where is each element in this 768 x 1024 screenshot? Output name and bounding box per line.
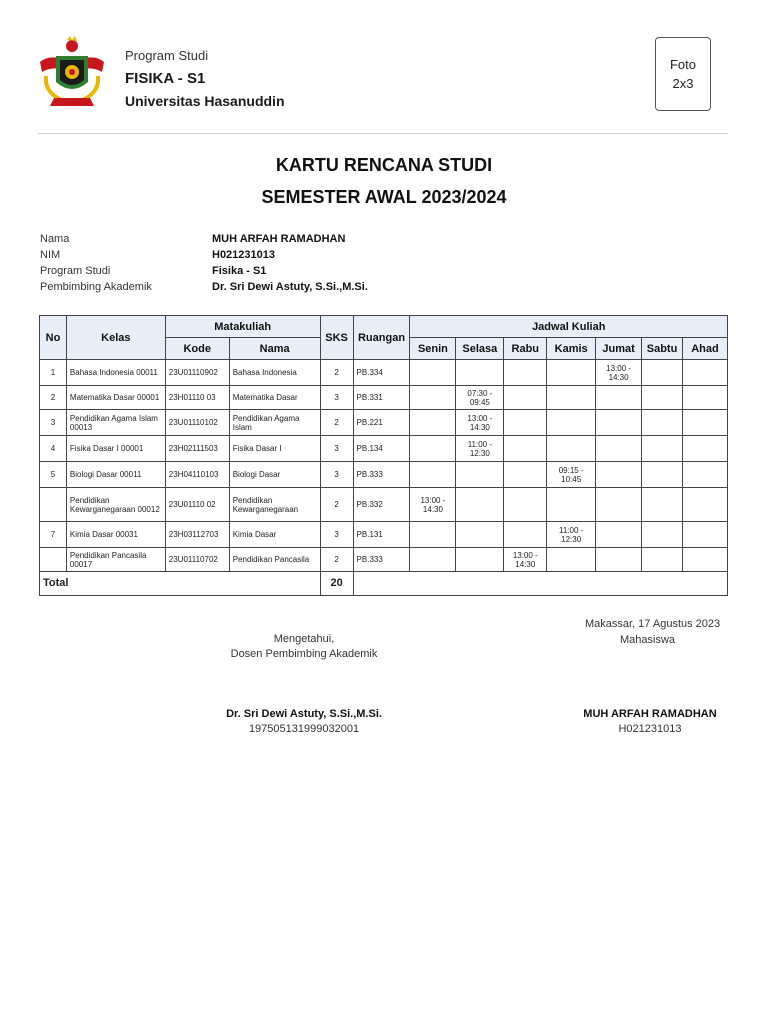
table-row (40, 360, 728, 386)
document-subtitle: SEMESTER AWAL 2023/2024 (261, 187, 507, 207)
cell-sks: 2 (320, 410, 353, 436)
cell-jadwal-rabu (504, 386, 547, 410)
cell-jadwal-jumat (596, 522, 642, 548)
cell-sks: 3 (320, 436, 353, 462)
total-empty (353, 572, 727, 596)
header-kelas: Kelas (66, 316, 165, 360)
cell-nama: Bahasa Indonesia (229, 360, 320, 386)
cell-kode: 23H04110103 (165, 462, 229, 488)
header-day-ahad: Ahad (682, 338, 727, 360)
mengetahui-label: Mengetahui, (273, 633, 335, 645)
cell-jadwal-sabtu (642, 436, 683, 462)
cell-jadwal-senin (410, 360, 456, 386)
cell-kode: 23H02111503 (165, 436, 229, 462)
cell-jadwal-kamis: 11:00 - 12:30 (547, 522, 596, 548)
cell-jadwal-jumat (596, 462, 642, 488)
table-body (40, 360, 728, 572)
photo-label: Foto (669, 57, 696, 72)
cell-sks: 2 (320, 548, 353, 572)
cell-kelas: Fisika Dasar I 00001 (66, 436, 165, 462)
dosen-name: Dr. Sri Dewi Astuty, S.Si.,M.Si. (226, 708, 382, 720)
nim-label: NIM (40, 249, 61, 261)
cell-jadwal-jumat (596, 410, 642, 436)
cell-kelas: Kimia Dasar 00031 (66, 522, 165, 548)
info-row-prodi (40, 263, 368, 279)
cell-nama: Fisika Dasar I (229, 436, 320, 462)
cell-ruangan: PB.331 (353, 386, 410, 410)
cell-jadwal-sabtu (642, 360, 683, 386)
dosen-role: Dosen Pembimbing Akademik (230, 648, 378, 660)
total-label: Total (40, 572, 321, 596)
cell-jadwal-ahad (682, 436, 727, 462)
cell-ruangan: PB.334 (353, 360, 410, 386)
cell-jadwal-selasa: 11:00 - 12:30 (456, 436, 504, 462)
header-day-senin: Senin (410, 338, 456, 360)
cell-ruangan: PB.221 (353, 410, 410, 436)
table-row (40, 522, 728, 548)
page-header (0, 0, 768, 135)
cell-nama: Matematika Dasar (229, 386, 320, 410)
table-row (40, 488, 728, 522)
cell-jadwal-selasa: 07:30 - 09:45 (456, 386, 504, 410)
cell-no: 4 (40, 436, 67, 462)
cell-sks: 3 (320, 462, 353, 488)
cell-jadwal-senin (410, 548, 456, 572)
cell-kode: 23U01110902 (165, 360, 229, 386)
total-row (40, 572, 728, 596)
cell-jadwal-sabtu (642, 488, 683, 522)
cell-ruangan: PB.134 (353, 436, 410, 462)
cell-jadwal-rabu (504, 488, 547, 522)
cell-jadwal-sabtu (642, 462, 683, 488)
cell-ruangan: PB.332 (353, 488, 410, 522)
cell-kode: 23U01110702 (165, 548, 229, 572)
cell-jadwal-kamis (547, 436, 596, 462)
cell-jadwal-ahad (682, 548, 727, 572)
header-day-jumat: Jumat (596, 338, 642, 360)
table-row (40, 548, 728, 572)
table-row (40, 436, 728, 462)
header-kode: Kode (165, 338, 229, 360)
cell-kelas: Bahasa Indonesia 00011 (66, 360, 165, 386)
cell-kelas: Matematika Dasar 00001 (66, 386, 165, 410)
cell-jadwal-senin (410, 410, 456, 436)
cell-jadwal-senin (410, 462, 456, 488)
info-row-nama (40, 231, 368, 247)
header-day-sabtu: Sabtu (642, 338, 683, 360)
prodi-value: Fisika - S1 (212, 265, 267, 277)
cell-kelas: Pendidikan Agama Islam 00013 (66, 410, 165, 436)
cell-sks: 3 (320, 386, 353, 410)
cell-nama: Kimia Dasar (229, 522, 320, 548)
header-nama: Nama (229, 338, 320, 360)
header-no: No (40, 316, 67, 360)
cell-jadwal-jumat (596, 436, 642, 462)
cell-no (40, 548, 67, 572)
info-row-nim (40, 247, 368, 263)
cell-ruangan: PB.131 (353, 522, 410, 548)
dosen-nip: 197505131999032001 (248, 723, 360, 735)
cell-jadwal-sabtu (642, 386, 683, 410)
cell-jadwal-selasa (456, 488, 504, 522)
cell-nama: Biologi Dasar (229, 462, 320, 488)
cell-jadwal-sabtu (642, 522, 683, 548)
cell-jadwal-selasa (456, 462, 504, 488)
cell-kelas: Pendidikan Pancasila 00017 (66, 548, 165, 572)
cell-jadwal-ahad (682, 462, 727, 488)
cell-nama: Pendidikan Kewarganegaraan (229, 488, 320, 522)
university-name: Universitas Hasanuddin (125, 93, 285, 109)
cell-no: 2 (40, 386, 67, 410)
cell-jadwal-ahad (682, 386, 727, 410)
cell-jadwal-kamis: 09:15 - 10:45 (547, 462, 596, 488)
prodi-label: Program Studi (125, 48, 209, 63)
cell-no: 1 (40, 360, 67, 386)
student-info (40, 231, 368, 295)
cell-jadwal-kamis (547, 360, 596, 386)
cell-jadwal-jumat (596, 548, 642, 572)
cell-jadwal-kamis (547, 488, 596, 522)
cell-sks: 3 (320, 522, 353, 548)
header-ruangan: Ruangan (353, 316, 410, 360)
cell-sks: 2 (320, 488, 353, 522)
cell-ruangan: PB.333 (353, 462, 410, 488)
header-day-kamis: Kamis (547, 338, 596, 360)
cell-jadwal-sabtu (642, 548, 683, 572)
cell-jadwal-sabtu (642, 410, 683, 436)
nama-value: MUH ARFAH RAMADHAN (212, 233, 346, 245)
cell-jadwal-kamis (547, 386, 596, 410)
cell-sks: 2 (320, 360, 353, 386)
krs-table (39, 315, 728, 596)
cell-jadwal-rabu: 13:00 - 14:30 (504, 548, 547, 572)
cell-jadwal-selasa (456, 548, 504, 572)
mahasiswa-role: Mahasiswa (620, 634, 676, 646)
cell-jadwal-kamis (547, 548, 596, 572)
info-row-pa (40, 279, 368, 295)
header-day-selasa: Selasa (456, 338, 504, 360)
header-day-rabu: Rabu (504, 338, 547, 360)
cell-jadwal-selasa (456, 360, 504, 386)
cell-jadwal-selasa: 13:00 - 14:30 (456, 410, 504, 436)
photo-size: 2x3 (672, 76, 694, 91)
cell-jadwal-rabu (504, 436, 547, 462)
cell-kode: 23U01110 02 (165, 488, 229, 522)
cell-jadwal-senin (410, 386, 456, 410)
cell-jadwal-ahad (682, 410, 727, 436)
cell-jadwal-ahad (682, 360, 727, 386)
cell-jadwal-selasa (456, 522, 504, 548)
cell-jadwal-rabu (504, 410, 547, 436)
table-header-row-1 (40, 316, 728, 338)
cell-no (40, 488, 67, 522)
cell-kode: 23U01110102 (165, 410, 229, 436)
cell-jadwal-jumat (596, 488, 642, 522)
cell-ruangan: PB.333 (353, 548, 410, 572)
photo-placeholder (655, 37, 711, 111)
prodi-name: FISIKA - S1 (125, 70, 206, 87)
cell-jadwal-senin (410, 436, 456, 462)
table-row (40, 386, 728, 410)
cell-no: 5 (40, 462, 67, 488)
cell-kelas: Pendidikan Kewarganegaraan 00012 (66, 488, 165, 522)
cell-jadwal-senin (410, 522, 456, 548)
cell-jadwal-jumat (596, 386, 642, 410)
nim-value: H021231013 (212, 249, 276, 261)
place-date: Makassar, 17 Agustus 2023 (585, 618, 721, 630)
mahasiswa-name: MUH ARFAH RAMADHAN (583, 708, 717, 720)
cell-jadwal-rabu (504, 462, 547, 488)
cell-jadwal-rabu (504, 522, 547, 548)
header-jadwal: Jadwal Kuliah (410, 316, 728, 338)
mahasiswa-nim: H021231013 (618, 723, 682, 735)
cell-kode: 23H01110 03 (165, 386, 229, 410)
header-divider (38, 133, 728, 134)
cell-no: 7 (40, 522, 67, 548)
cell-nama: Pendidikan Pancasila (229, 548, 320, 572)
table-row (40, 410, 728, 436)
cell-nama: Pendidikan Agama Islam (229, 410, 320, 436)
cell-jadwal-ahad (682, 488, 727, 522)
pa-value: Dr. Sri Dewi Astuty, S.Si.,M.Si. (212, 281, 368, 293)
table-row (40, 462, 728, 488)
cell-kelas: Biologi Dasar 00011 (66, 462, 165, 488)
cell-kode: 23H03112703 (165, 522, 229, 548)
cell-jadwal-rabu (504, 360, 547, 386)
unhas-logo-icon (36, 36, 108, 112)
document-title: KARTU RENCANA STUDI (275, 155, 493, 175)
header-sks: SKS (320, 316, 353, 360)
cell-jadwal-kamis (547, 410, 596, 436)
total-sks: 20 (320, 572, 353, 596)
cell-jadwal-senin: 13:00 - 14:30 (410, 488, 456, 522)
header-matakuliah: Matakuliah (165, 316, 320, 338)
cell-jadwal-jumat: 13:00 - 14:30 (596, 360, 642, 386)
prodi-field-label: Program Studi (40, 265, 111, 277)
pa-label: Pembimbing Akademik (40, 281, 152, 293)
cell-jadwal-ahad (682, 522, 727, 548)
cell-no: 3 (40, 410, 67, 436)
nama-label: Nama (40, 233, 70, 245)
